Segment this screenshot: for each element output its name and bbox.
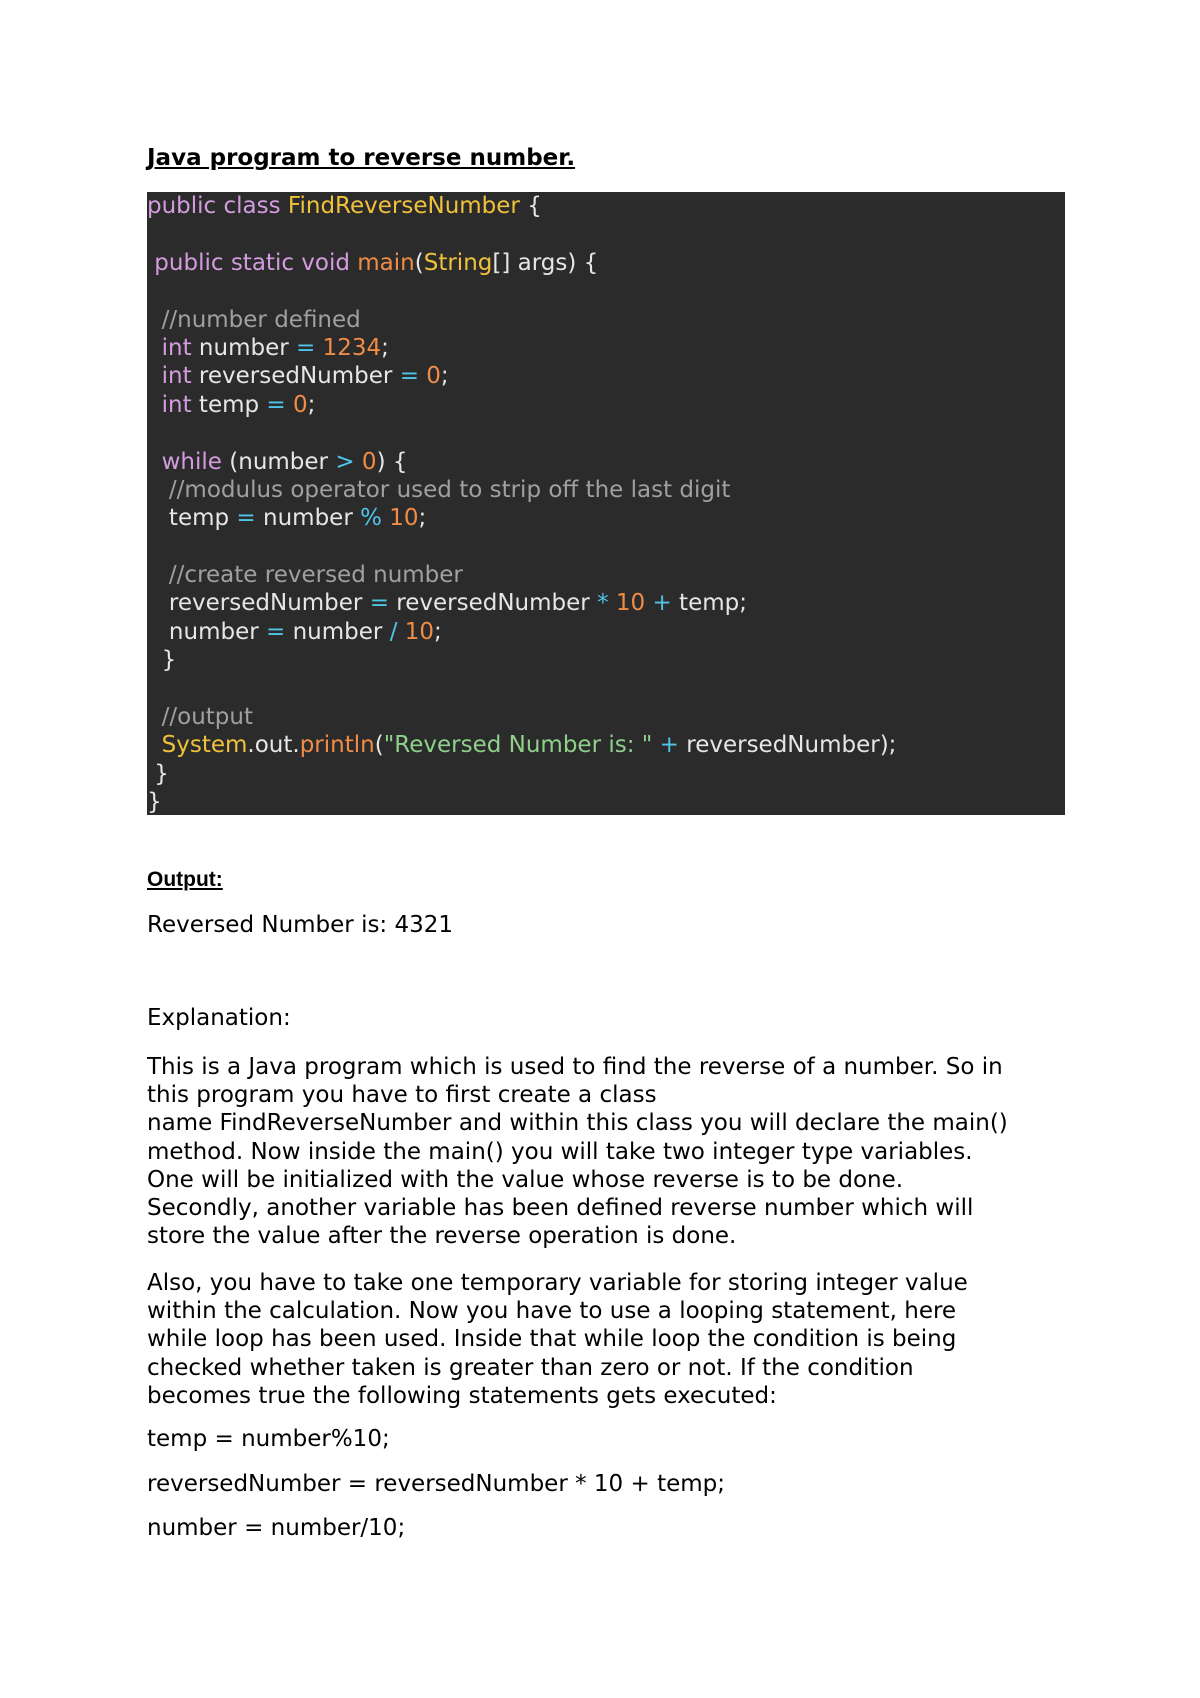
- code-token: }: [147, 760, 169, 787]
- code-token: 0: [426, 363, 441, 390]
- code-token: reversedNumber: [191, 363, 400, 390]
- code-token: +: [652, 590, 672, 617]
- code-line: [147, 589, 1065, 617]
- code-line: [147, 618, 1065, 646]
- paragraph-line: while loop has been used. Inside that while loop the condition is being: [147, 1326, 957, 1353]
- code-token: /: [389, 618, 398, 645]
- explanation-label: Explanation:: [147, 1005, 291, 1031]
- output-value: Reversed Number is: 4321: [147, 912, 454, 938]
- code-token: [397, 619, 404, 645]
- code-line: [147, 391, 1065, 419]
- code-token: ) {: [376, 448, 408, 475]
- code-token: 10: [389, 505, 419, 532]
- code-token: =: [399, 363, 419, 390]
- code-line: [147, 192, 1065, 220]
- code-token: +: [659, 732, 679, 759]
- code-token: ;: [418, 505, 427, 532]
- code-token: System: [147, 732, 248, 759]
- code-token: 0: [293, 391, 308, 418]
- code-token: ;: [434, 618, 442, 645]
- code-token: .: [247, 732, 255, 759]
- code-token: public class: [147, 193, 288, 219]
- code-token: reversedNumber);: [678, 732, 897, 759]
- code-token: =: [266, 391, 286, 418]
- code-token: String: [423, 249, 493, 276]
- code-token: temp: [191, 391, 267, 418]
- code-token: =: [369, 590, 389, 617]
- code-token: [286, 392, 293, 418]
- code-token: [] args) {: [492, 249, 599, 276]
- code-line: [147, 646, 1065, 674]
- code-token: {: [519, 193, 542, 219]
- code-token: int: [147, 363, 192, 390]
- code-token: ;: [307, 391, 316, 418]
- code-token: temp;: [671, 590, 747, 617]
- code-line: [147, 703, 1065, 731]
- code-line: [147, 419, 1065, 447]
- code-token: reversedNumber: [388, 590, 598, 617]
- code-token: number: [191, 334, 296, 361]
- code-token: FindReverseNumber: [287, 193, 520, 219]
- code-line: [147, 533, 1065, 561]
- paragraph-line: Secondly, another variable has been defined reverse number which will: [147, 1195, 974, 1222]
- paragraph-line: One will be initialized with the value whose reverse is to be done.: [147, 1166, 904, 1193]
- paragraph-line: checked whether taken is greater than zero or not. If the condition: [147, 1354, 914, 1381]
- code-block: [147, 192, 1065, 815]
- code-token: number: [255, 505, 361, 532]
- code-token: //output: [147, 704, 253, 731]
- output-label: Output:: [147, 868, 223, 891]
- code-token: number: [285, 618, 390, 645]
- code-token: ;: [440, 363, 449, 390]
- code-line: [147, 561, 1065, 589]
- code-line: [147, 675, 1065, 703]
- code-token: =: [296, 334, 316, 361]
- code-token: while: [147, 448, 222, 475]
- code-token: >: [335, 448, 355, 475]
- document-title: Java program to reverse number.: [147, 145, 576, 171]
- code-token: [355, 449, 362, 475]
- paragraph-line: store the value after the reverse operation is done.: [147, 1223, 737, 1250]
- code-token: //number defined: [147, 306, 361, 333]
- code-token: println: [299, 732, 375, 759]
- explanation-paragraph-2: [147, 1269, 1067, 1410]
- code-token: //modulus operator used to strip off the last digit: [147, 476, 731, 503]
- explanation-paragraph-1: [147, 1053, 1067, 1250]
- code-token: ;: [381, 334, 389, 361]
- code-token: }: [147, 647, 177, 674]
- code-token: 1234: [322, 334, 382, 361]
- paragraph-line: name FindReverseNumber and within this class you will declare the main(): [147, 1110, 1008, 1137]
- code-line: [147, 448, 1065, 476]
- code-line: [147, 760, 1065, 788]
- code-line: [147, 306, 1065, 334]
- paragraph-line: Also, you have to take one temporary variable for storing integer value: [147, 1270, 968, 1296]
- code-token: (: [414, 249, 424, 276]
- code-token: [315, 335, 322, 361]
- code-token: (number: [221, 448, 336, 475]
- code-token: *: [597, 590, 609, 617]
- paragraph-line: This is a Java program which is used to find the reverse of a number. So in: [147, 1054, 1003, 1080]
- paragraph-line: becomes true the following statements gets executed:: [147, 1382, 777, 1409]
- code-token: 10: [404, 618, 435, 645]
- code-line: [147, 504, 1065, 532]
- code-line: [147, 334, 1065, 362]
- code-token: public static void: [147, 249, 358, 276]
- paragraph-line: this program you have to first create a class: [147, 1082, 657, 1109]
- code-token: main: [357, 249, 415, 276]
- code-token: 10: [615, 590, 646, 617]
- code-line: [147, 476, 1065, 504]
- code-line: [147, 362, 1065, 390]
- statement-temp: temp = number%10;: [147, 1426, 390, 1452]
- code-token: =: [266, 618, 286, 645]
- code-token: number: [147, 618, 267, 645]
- code-line: [147, 220, 1065, 248]
- code-line: [147, 277, 1065, 305]
- statement-number: number = number/10;: [147, 1515, 406, 1541]
- code-token: =: [236, 505, 256, 532]
- code-token: (: [374, 732, 384, 759]
- code-line: [147, 788, 1065, 815]
- statement-reversed-number: reversedNumber = reversedNumber * 10 + temp;: [147, 1471, 725, 1497]
- code-token: "Reversed Number is: ": [383, 732, 653, 759]
- code-token: reversedNumber: [147, 590, 370, 617]
- code-token: int: [147, 334, 192, 361]
- code-token: [652, 732, 659, 758]
- paragraph-line: within the calculation. Now you have to use a looping statement, here: [147, 1298, 957, 1325]
- code-token: //create reversed number: [147, 562, 463, 589]
- code-token: [609, 590, 616, 616]
- code-token: 0: [361, 448, 377, 475]
- code-line: [147, 249, 1065, 277]
- code-token: .: [292, 732, 300, 759]
- code-token: int: [147, 391, 192, 418]
- code-line: [147, 731, 1065, 759]
- code-token: }: [147, 789, 162, 815]
- code-token: out: [254, 732, 293, 759]
- code-token: temp: [147, 505, 237, 532]
- code-token: %: [360, 505, 382, 532]
- paragraph-line: method. Now inside the main() you will take two integer type variables.: [147, 1138, 973, 1165]
